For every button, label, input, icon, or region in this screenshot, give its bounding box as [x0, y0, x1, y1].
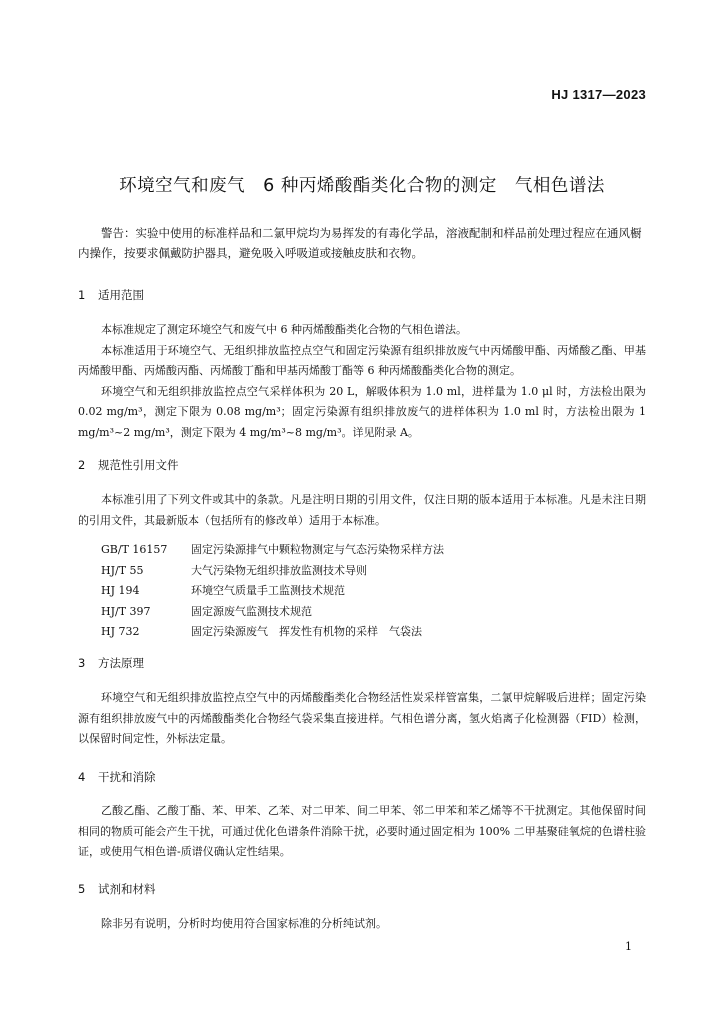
section-1-body	[78, 320, 646, 443]
page-number: 1	[625, 940, 632, 953]
section-title: 规范性引用文件	[98, 458, 179, 472]
section-title: 干扰和消除	[98, 770, 156, 784]
paragraph: 本标准引用了下列文件或其中的条款。凡是注明日期的引用文件，仅注日期的版本适用于本标准。凡是未注日期的引用文件，其最新版本（包括所有的修改单）适用于本标准。	[78, 493, 646, 527]
section-3-body	[78, 688, 646, 750]
section-number: 3	[78, 656, 86, 670]
reference-code: HJ 732	[101, 625, 140, 638]
section-title: 适用范围	[98, 288, 144, 302]
section-number: 4	[78, 770, 86, 784]
section-5-heading	[78, 881, 156, 897]
section-title: 试剂和材料	[98, 882, 156, 896]
paragraph: 本标准适用于环境空气、无组织排放监控点空气和固定污染源有组织排放废气中丙烯酸甲酯、丙烯酸乙酯、甲基丙烯酸甲酯、丙烯酸丙酯、丙烯酸丁酯和甲基丙烯酸丁酯等 6 种丙烯酸酯类化合物的测定。	[78, 343, 646, 377]
reference-title: 固定污染源排气中颗粒物测定与气态污染物采样方法	[191, 543, 444, 556]
reference-row	[101, 622, 444, 643]
standard-number: HJ 1317—2023	[551, 87, 646, 102]
section-2-body	[78, 490, 646, 531]
section-4-body	[78, 801, 646, 863]
reference-title: 固定污染源废气 挥发性有机物的采样 气袋法	[191, 625, 422, 638]
reference-code: HJ/T 397	[101, 604, 151, 618]
reference-title: 大气污染物无组织排放监测技术导则	[191, 563, 367, 577]
section-3-heading	[78, 655, 144, 671]
warning-notice: 警告：实验中使用的标准样品和二氯甲烷均为易挥发的有毒化学品，溶液配制和样品前处理过程应在通风橱内操作，按要求佩戴防护器具，避免吸入呼吸道或接触皮肤和衣物。	[78, 226, 642, 260]
section-5-body	[78, 914, 646, 935]
reference-row	[101, 602, 444, 623]
section-number: 1	[78, 288, 86, 302]
section-2-heading	[78, 457, 179, 473]
reference-code: HJ 194	[101, 584, 140, 597]
reference-title: 环境空气质量手工监测技术规范	[191, 584, 345, 597]
reference-row	[101, 581, 444, 602]
reference-code: HJ/T 55	[101, 563, 144, 577]
reference-row	[101, 540, 444, 561]
section-1-heading	[78, 287, 144, 303]
section-title: 方法原理	[98, 656, 144, 670]
paragraph: 乙酸乙酯、乙酸丁酯、苯、甲苯、乙苯、对二甲苯、间二甲苯、邻二甲苯和苯乙烯等不干扰测定。其他保留时间相同的物质可能会产生干扰，可通过优化色谱条件消除干扰，必要时通过固定相为 100% 二甲基聚硅氧烷的色谱柱验证，或使用气相色谱-质谱仪确认定性结果。	[78, 804, 646, 858]
paragraph: 环境空气和无组织排放监控点空气中的丙烯酸酯类化合物经活性炭采样管富集，二氯甲烷解吸后进样；固定污染源有组织排放废气中的丙烯酸酯类化合物经气袋采集直接进样。气相色谱分离，氢火焰离子化检测器（FID）检测，以保留时间定性，外标法定量。	[78, 691, 646, 745]
section-number: 5	[78, 882, 86, 896]
section-4-heading	[78, 769, 156, 785]
paragraph: 环境空气和无组织排放监控点空气采样体积为 20 L，解吸体积为 1.0 ml，进样量为 1.0 μl 时，方法检出限为 0.02 mg/m³，测定下限为 0.08 mg/m³；固定污染源有组织排放废气的进样体积为 1.0 ml 时，方法检出限为 1 mg/m³~2 mg/m³，测定下限为 4 mg/m³~8 mg/m³。详见附录 A。	[78, 384, 646, 439]
section-number: 2	[78, 458, 86, 472]
paragraph: 本标准规定了测定环境空气和废气中 6 种丙烯酸酯类化合物的气相色谱法。	[101, 323, 467, 336]
reference-code: GB/T 16157	[101, 543, 168, 556]
paragraph: 除非另有说明，分析时均使用符合国家标准的分析纯试剂。	[101, 917, 387, 930]
reference-list	[101, 540, 444, 643]
reference-title: 固定源废气监测技术规范	[191, 604, 312, 618]
reference-row	[101, 561, 444, 582]
document-title: 环境空气和废气 6 种丙烯酸酯类化合物的测定 气相色谱法	[119, 176, 605, 196]
